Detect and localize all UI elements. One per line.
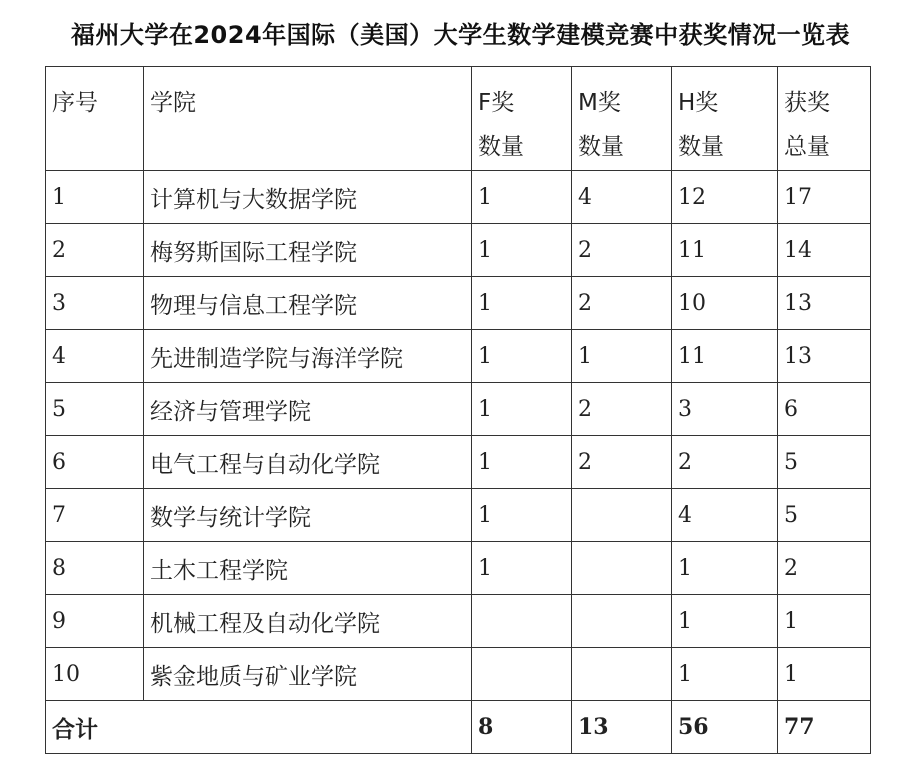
cell-college: 数学与统计学院 [144, 489, 472, 542]
table-row [46, 224, 871, 277]
table-row [46, 595, 871, 648]
table-row [46, 648, 871, 701]
cell-total: 1 [778, 595, 871, 648]
cell-college: 先进制造学院与海洋学院 [144, 330, 472, 383]
cell-index: 2 [46, 224, 144, 277]
total-f: 8 [472, 701, 572, 754]
cell-total: 14 [778, 224, 871, 277]
header-m-award: M奖 数量 [572, 67, 672, 171]
cell-f: 1 [472, 171, 572, 224]
cell-f: 1 [472, 277, 572, 330]
table-row [46, 542, 871, 595]
header-college: 学院 [144, 67, 472, 171]
cell-m [572, 595, 672, 648]
cell-college: 紫金地质与矿业学院 [144, 648, 472, 701]
cell-college: 计算机与大数据学院 [144, 171, 472, 224]
cell-m: 1 [572, 330, 672, 383]
header-row [46, 67, 871, 171]
table-row [46, 489, 871, 542]
table-row [46, 436, 871, 489]
cell-h: 3 [672, 383, 778, 436]
cell-f: 1 [472, 224, 572, 277]
cell-f: 1 [472, 383, 572, 436]
header-index: 序号 [46, 67, 144, 171]
total-h: 56 [672, 701, 778, 754]
header-f-award: F奖 数量 [472, 67, 572, 171]
cell-f: 1 [472, 436, 572, 489]
cell-h: 11 [672, 330, 778, 383]
cell-index: 4 [46, 330, 144, 383]
total-label: 合计 [46, 701, 472, 754]
cell-college: 经济与管理学院 [144, 383, 472, 436]
cell-h: 2 [672, 436, 778, 489]
awards-table [45, 66, 871, 754]
cell-index: 10 [46, 648, 144, 701]
cell-total: 2 [778, 542, 871, 595]
table-row [46, 383, 871, 436]
cell-h: 1 [672, 595, 778, 648]
cell-h: 10 [672, 277, 778, 330]
cell-index: 1 [46, 171, 144, 224]
cell-m: 2 [572, 383, 672, 436]
cell-m [572, 648, 672, 701]
cell-h: 12 [672, 171, 778, 224]
cell-total: 17 [778, 171, 871, 224]
cell-f: 1 [472, 542, 572, 595]
header-h-award: H奖 数量 [672, 67, 778, 171]
cell-index: 5 [46, 383, 144, 436]
cell-total: 6 [778, 383, 871, 436]
cell-index: 9 [46, 595, 144, 648]
cell-college: 土木工程学院 [144, 542, 472, 595]
cell-total: 1 [778, 648, 871, 701]
cell-h: 4 [672, 489, 778, 542]
cell-index: 8 [46, 542, 144, 595]
cell-college: 机械工程及自动化学院 [144, 595, 472, 648]
cell-f [472, 648, 572, 701]
header-total: 获奖 总量 [778, 67, 871, 171]
total-m: 13 [572, 701, 672, 754]
table-title: 福州大学在2024年国际（美国）大学生数学建模竞赛中获奖情况一览表 [70, 21, 851, 49]
cell-total: 5 [778, 489, 871, 542]
cell-m: 2 [572, 277, 672, 330]
cell-index: 7 [46, 489, 144, 542]
cell-index: 6 [46, 436, 144, 489]
cell-f: 1 [472, 489, 572, 542]
cell-f: 1 [472, 330, 572, 383]
total-total: 77 [778, 701, 871, 754]
cell-m: 2 [572, 436, 672, 489]
cell-total: 13 [778, 277, 871, 330]
cell-h: 11 [672, 224, 778, 277]
cell-index: 3 [46, 277, 144, 330]
cell-m: 4 [572, 171, 672, 224]
table-row [46, 330, 871, 383]
cell-f [472, 595, 572, 648]
cell-h: 1 [672, 542, 778, 595]
cell-college: 梅努斯国际工程学院 [144, 224, 472, 277]
cell-total: 5 [778, 436, 871, 489]
table-row [46, 277, 871, 330]
cell-h: 1 [672, 648, 778, 701]
cell-college: 电气工程与自动化学院 [144, 436, 472, 489]
cell-m: 2 [572, 224, 672, 277]
table-row [46, 171, 871, 224]
total-row [46, 701, 871, 754]
cell-m [572, 542, 672, 595]
cell-college: 物理与信息工程学院 [144, 277, 472, 330]
cell-m [572, 489, 672, 542]
cell-total: 13 [778, 330, 871, 383]
